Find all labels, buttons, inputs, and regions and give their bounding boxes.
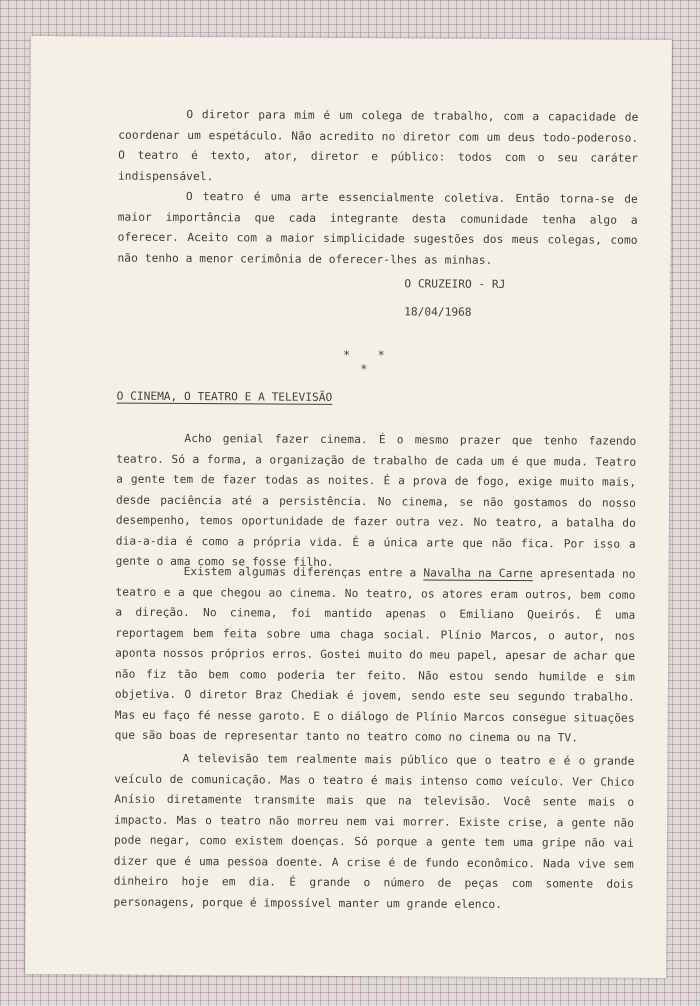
paragraph-director	[118, 105, 638, 190]
paragraph-text: A televisão tem realmente mais público que o teatro e é o grande veículo de comunicação. Mas o teatro é mais intenso como veículo. Ver Chico Anísio diretamente transmite mais que na televisão. Você sente mais o impacto. Mas o teatro não morreu nem vai morrer. Existe crise, a gente não pode negar, como existem doenças. Só porque a gente tem uma gripe não vai dizer que é uma pessoa doente. A crise é de fundo econômico. Nada vive sem dinheiro hoje em dia. É grande o número de peças com somente dois personagens, porque é impossível manter um grande elenco.	[113, 751, 635, 911]
paragraph-collective	[117, 187, 637, 272]
paragraph-text-start: Existem algumas diferenças entre a	[183, 564, 424, 580]
paragraph-navalha	[115, 562, 636, 750]
paragraph-text-end: apresentada no teatro e a que chegou ao cinema. No teatro, os atores eram outros, bem como a direção. No cinema, foi mantido apenas o Emiliano Queirós. É uma reportagem bem feita sobre uma chaga social. Plínio Marcos, o autor, nos aponta nossos próprios erros. Gostei muito do meu papel, apesar de achar que não fiz tão bem como poderia ter feito. Não estou sendo humilde e sim objetiva. O diretor Braz Chediak é jovem, sendo este seu segundo trabalho. Mas eu faço fé nesse garoto. E o diálogo de Plínio Marcos consegue situações que são boas de representar tanto no teatro como no cinema ou na TV.	[114, 567, 636, 745]
source-date: 18/04/1968	[404, 305, 472, 319]
typewritten-sheet	[25, 36, 672, 978]
paragraph-text: Acho genial fazer cinema. É o mesmo prazer que tenho fazendo teatro. Só a forma, a organização de trabalho de cada um é que muda. Teatro a gente tem de fazer todas as noites. É a prova de fogo, exige muito mais, desde paciência até a persistência. No cinema, se não gostamos do nosso desempenho, temos oportunidade de fazer outra vez. No teatro, a batalha do dia-a-dia é como a própria vida. É a única arte que não fica. Por isso a gente o ama como se fosse filho.	[115, 431, 637, 569]
section-heading: O CINEMA, O TEATRO E A TELEVISÃO	[116, 389, 333, 404]
source-publication: O CRUZEIRO - RJ	[404, 277, 506, 291]
paragraph-text: O diretor para mim é um colega de trabalho, com a capacidade de coordenar um espetáculo. Não acredito no diretor com um deus todo-poderoso. O teatro é texto, ator, diretor e público: todos com o seu caráter indispensável.	[117, 108, 639, 183]
film-title: Navalha na Carne	[423, 566, 533, 581]
paragraph-cinema	[116, 429, 637, 576]
paragraph-text: O teatro é uma arte essencialmente coletiva. Então torna-se de maior importância que cada integrante desta comunidade tenha algo a oferecer. Aceito com a maior simplicidade sugestões dos meus colegas, como não tenho a menor cerimônia de oferecer-lhes as minhas.	[117, 190, 638, 267]
section-separator: * * *	[343, 347, 395, 377]
paragraph-television	[114, 749, 635, 916]
